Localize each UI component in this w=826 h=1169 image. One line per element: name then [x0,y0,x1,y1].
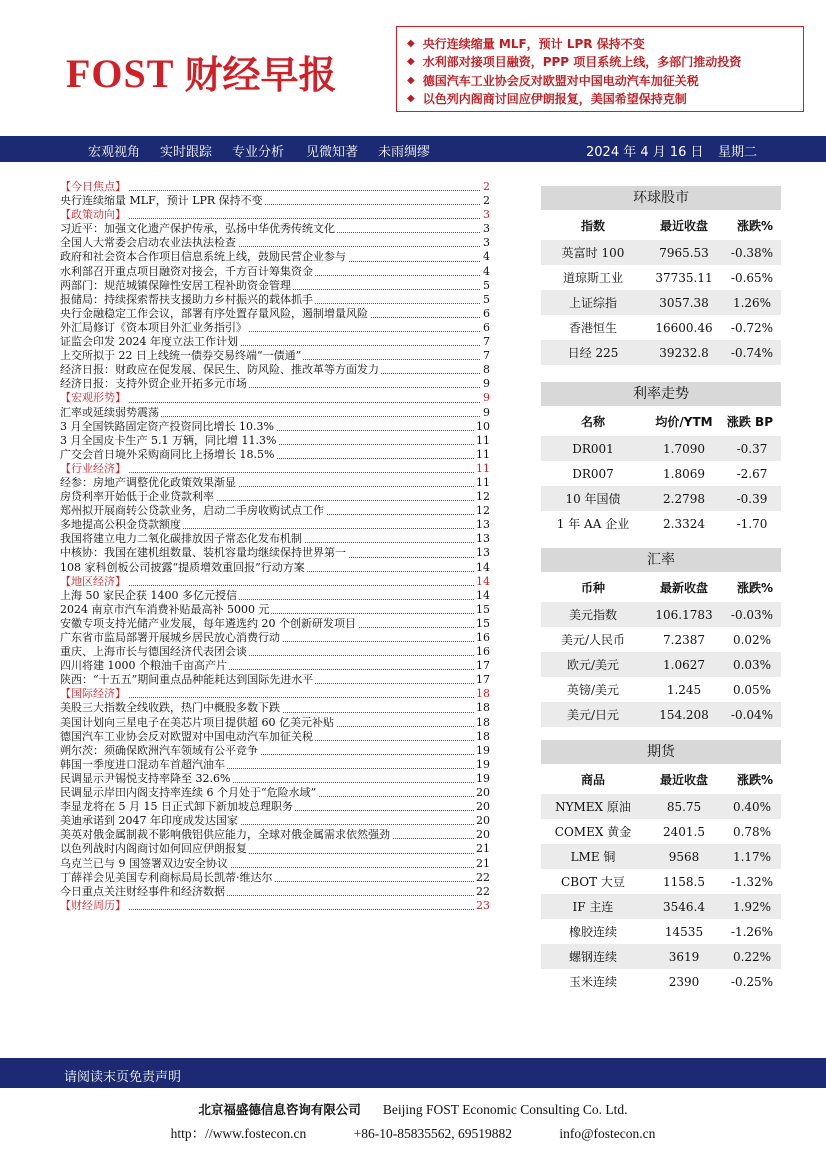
row-change: -1.26% [730,924,774,939]
toc-title: 【地区经济】 [60,574,126,588]
toc-title: 政府和社会资本合作项目信息系统上线，鼓励民营企业参与 [60,250,346,264]
toc-entry[interactable] [60,236,490,250]
row-name: CBOT 大豆 [561,875,625,889]
toc-entry[interactable] [60,645,490,659]
table-row [541,894,781,919]
row-change: 0.78% [732,824,772,839]
toc-title: 水利部召开重点项目融资对接会，千方百计筹集资金 [60,264,313,278]
top-nav-bar [0,136,826,162]
toc-entry[interactable] [60,546,490,560]
toc-title: 央行连续缩量 MLF，预计 LPR 保持不变 [60,194,263,208]
toc-title: 丁薛祥会见美国专利商标局局长凯蒂·维达尔 [60,870,273,884]
row-value: 2390 [668,974,700,989]
toc-entry[interactable] [60,885,490,899]
toc-title: 中核协：我国在建机组数量、装机容量均继续保持世界第一 [60,546,346,560]
headline-item: ◆ 央行连续缩量 MLF，预计 LPR 保持不变 [407,36,645,51]
row-name: 玉米连续 [568,975,617,989]
row-name: 螺钢连续 [568,950,617,964]
toc-entry[interactable] [60,377,490,391]
toc-title: 韩国一季度进口混动车首超汽油车 [60,757,225,771]
toc-entry[interactable] [60,518,490,532]
toc-page: 13 [476,546,490,560]
header-value: 最近收盘 [659,218,708,233]
toc-entry[interactable] [60,828,490,842]
email-link[interactable]: info@fostecon.cn [559,1126,656,1141]
row-change: -0.03% [730,607,774,622]
header-change: 涨跌 BP [726,414,773,429]
toc-page: 17 [476,673,490,687]
toc-page: 13 [476,518,490,532]
toc-entry[interactable] [60,716,490,730]
toc-page: 5 [483,292,490,306]
toc-page: 12 [476,504,490,518]
toc-title: 美英对俄金属制裁不影响俄铝供应能力，全球对俄金属需求依然强劲 [60,828,390,842]
toc-page: 21 [476,842,490,856]
table-row [541,436,781,461]
row-value: 14535 [664,924,704,939]
table-of-contents [60,180,490,913]
table-row [541,944,781,969]
toc-section[interactable] [60,575,490,589]
table-row [541,702,781,727]
toc-title: 民调显示尹锡悦支持率降至 32.6% [60,771,231,785]
toc-title: 民调显示岸田内阁支持率连续 6 个月处于“危险水域” [60,786,317,800]
table-row [541,486,781,511]
panel-header-row [541,210,781,240]
toc-page: 3 [483,222,490,236]
row-value: 1.8069 [663,466,705,481]
toc-title: 上海 50 家民企获 1400 多亿元授信 [60,588,237,602]
logo [66,46,337,97]
toc-title: 【财经周历】 [60,898,126,912]
toc-page: 10 [476,419,490,433]
toc-title: 【行业经济】 [60,461,126,475]
toc-entry[interactable] [60,265,490,279]
toc-title: 经济日报：财政应在促发展、保民生、防风险、推改革等方面发力 [60,363,379,377]
toc-title: 多地提高公积金贷款额度 [60,518,181,532]
toc-entry[interactable] [60,476,490,490]
toc-entry[interactable] [60,673,490,687]
headline-box [396,26,804,112]
panel-title: 利率走势 [541,382,781,406]
row-name: 美元/人民币 [560,633,626,647]
table-row [541,511,781,536]
table-row [541,819,781,844]
row-name: 橡胶连续 [568,925,617,939]
toc-entry[interactable] [60,617,490,631]
row-value: 1.7090 [663,441,705,456]
toc-title: 3 月全国铁路固定资产投资同比增长 10.3% [60,419,274,433]
toc-page: 11 [476,475,490,489]
toc-title: 陕西：“十五五”期间重点品种能耗达到国际先进水平 [60,673,314,687]
diamond-icon: ◆ [407,93,415,105]
nav-item-analysis: 专业分析 [232,145,285,160]
headline-item: ◆ 水利部对接项目融资，PPP 项目系统上线，多部门推动投资 [407,55,742,70]
toc-section[interactable] [60,899,490,913]
toc-page: 11 [476,447,490,461]
row-value: 3619 [668,949,700,964]
toc-title: 经参：房地产调整优化政策效果渐显 [60,475,236,489]
interest-rates-panel [541,382,781,536]
row-change: -0.65% [730,270,774,285]
row-value: 2.2798 [663,491,705,506]
panel-title: 期货 [541,740,781,764]
panel-header-row [541,764,781,794]
row-change: -1.32% [730,874,774,889]
toc-title: 美国计划向三星电子在美芯片项目提供超 60 亿美元补贴 [60,715,334,729]
row-value: 2401.5 [663,824,705,839]
row-name: 道琼斯工业 [562,271,623,285]
toc-page: 9 [483,377,490,391]
header-name: 指数 [580,218,605,233]
toc-section[interactable] [60,687,490,701]
toc-page: 23 [476,898,490,912]
fx-panel [541,548,781,727]
toc-page: 8 [483,363,490,377]
row-name: 日经 225 [567,346,619,360]
toc-title: 习近平：加强文化遗产保护传承，弘扬中华优秀传统文化 [60,222,335,236]
toc-entry[interactable] [60,589,490,603]
toc-entry[interactable] [60,321,490,335]
toc-page: 9 [483,405,490,419]
toc-page: 6 [483,320,490,334]
toc-title: 我国将建立电力二氧化碳排放因子常态化发布机制 [60,532,302,546]
toc-entry[interactable] [60,293,490,307]
header-value: 最新收盘 [659,580,708,595]
nav-item-macro: 宏观视角 [88,145,141,160]
toc-entry[interactable] [60,349,490,363]
toc-page: 19 [476,771,490,785]
issue-date: 2024 年 4 月 16 日 [586,145,704,160]
toc-entry[interactable] [60,701,490,715]
toc-title: 证监会印发 2024 年度立法工作计划 [60,335,238,349]
toc-page: 7 [483,335,490,349]
row-name: COMEX 黄金 [554,825,632,839]
toc-entry[interactable] [60,871,490,885]
headline-item: ◆ 以色列内阁商讨回应伊朗报复，美国希望保持克制 [407,92,687,107]
diamond-icon: ◆ [407,74,415,86]
table-row [541,919,781,944]
row-change: -0.39 [736,491,768,506]
toc-page: 20 [476,800,490,814]
header-value: 最近收盘 [659,772,708,787]
toc-page: 18 [476,715,490,729]
toc-title: 2024 南京市汽车消费补贴最高补 5000 元 [60,602,270,616]
toc-entry[interactable] [60,434,490,448]
table-row [541,461,781,486]
row-change: 0.03% [732,657,772,672]
row-change: -0.74% [730,345,774,360]
header-name: 商品 [580,772,605,787]
row-value: 7965.53 [659,245,709,260]
row-change: 0.40% [732,799,772,814]
toc-entry[interactable] [60,406,490,420]
toc-page: 19 [476,757,490,771]
table-row [541,844,781,869]
row-name: 美元指数 [568,608,617,622]
row-value: 37735.11 [655,270,713,285]
toc-page: 13 [476,532,490,546]
toc-page: 16 [476,631,490,644]
toc-page: 11 [476,433,490,447]
toc-section[interactable] [60,391,490,405]
header-change: 涨跌% [736,580,773,595]
row-change: 1.92% [732,899,772,914]
row-change: -0.25% [730,974,774,989]
toc-entry[interactable] [60,786,490,800]
toc-title: 朔尔茨：须确保欧洲汽车领域有公平竞争 [60,743,258,757]
toc-entry[interactable] [60,194,490,208]
row-name: 英镑/美元 [566,683,620,697]
toc-entry[interactable] [60,335,490,349]
toc-page: 12 [476,490,490,504]
toc-title: 重庆、上海市长与德国经济代表团会谈 [60,645,247,659]
toc-title: 央行金融稳定工作会议，部署有序处置存量风险，遏制增量风险 [60,306,368,320]
toc-page: 2 [483,180,490,193]
toc-title: 【政策动向】 [60,208,126,222]
toc-title: 李显龙将在 5 月 15 日正式卸下新加坡总理职务 [60,800,293,814]
toc-title: 全国人大常委会启动农业法执法检查 [60,236,236,250]
toc-page: 18 [476,687,490,701]
toc-entry[interactable] [60,448,490,462]
toc-page: 3 [483,208,490,222]
row-value: 106.1783 [655,607,713,622]
toc-entry[interactable] [60,363,490,377]
nav-item-insight: 见微知著 [306,145,359,160]
row-value: 2.3324 [663,516,705,531]
row-name: 1 年 AA 企业 [556,517,630,531]
row-change: -2.67 [736,466,768,481]
table-row [541,627,781,652]
nav-item-foresight: 未雨绸缪 [378,145,431,160]
logo-latin: FOST [66,51,175,96]
toc-page: 17 [476,659,490,673]
panel-title: 汇率 [541,548,781,572]
toc-title: 报储局：持续探索帮扶支援助力乡村振兴的载体抓手 [60,292,313,306]
toc-page: 14 [476,574,490,588]
row-change: 1.17% [732,849,772,864]
table-row [541,290,781,315]
disclaimer-bar [0,1058,826,1088]
toc-entry[interactable] [60,532,490,546]
row-value: 85.75 [666,799,702,814]
toc-title: 经济日报：支持外贸企业开拓多元市场 [60,377,247,391]
header-name: 币种 [580,580,605,595]
row-name: DR001 [572,441,614,456]
row-name: 欧元/美元 [566,658,620,672]
row-value: 3057.38 [659,295,709,310]
toc-entry[interactable] [60,279,490,293]
toc-page: 20 [476,828,490,842]
toc-title: 房贷利率开始低于企业贷款利率 [60,490,214,504]
toc-section[interactable] [60,462,490,476]
table-row [541,602,781,627]
toc-entry[interactable] [60,490,490,504]
table-row [541,677,781,702]
toc-title: 上交所拟于 22 日上线统一债券交易终端“一债通” [60,349,302,363]
panel-header-row [541,406,781,436]
toc-entry[interactable] [60,659,490,673]
toc-page: 14 [476,588,490,602]
company-name-en: Beijing FOST Economic Consulting Co. Ltd. [382,1102,628,1117]
row-value: 1.245 [666,682,702,697]
phone-number: +86-10-85835562, 69519882 [353,1126,512,1141]
toc-title: 汇率或延续弱势震荡 [60,405,159,419]
toc-title: 乌克兰已与 9 国签署双边安全协议 [60,856,228,870]
row-value: 39232.8 [659,345,709,360]
table-row [541,969,781,994]
toc-entry[interactable] [60,842,490,856]
table-row [541,240,781,265]
row-value: 3546.4 [663,899,705,914]
row-change: -0.04% [730,707,774,722]
toc-page: 5 [483,278,490,292]
toc-entry[interactable] [60,307,490,321]
toc-page: 9 [483,391,490,405]
toc-page: 20 [476,814,490,828]
toc-section[interactable] [60,208,490,222]
toc-entry[interactable] [60,222,490,236]
panel-title: 环球股市 [541,186,781,210]
toc-title: 外汇局修订《资本项目外汇业务指引》 [60,320,247,334]
row-change: 0.22% [732,949,772,964]
toc-title: 安徽专项支持光储产业发展，每年遴选约 20 个创新研发项目 [60,616,356,630]
toc-title: 两部门：规范城镇保障性安居工程补助资金管理 [60,278,291,292]
row-name: NYMEX 原油 [555,800,631,814]
toc-entry[interactable] [60,857,490,871]
header-change: 涨跌% [736,772,773,787]
header-name: 名称 [580,414,605,429]
toc-page: 18 [476,729,490,743]
logo-chinese: 财经早报 [184,53,337,97]
row-change: 1.26% [732,295,772,310]
diamond-icon: ◆ [407,37,415,49]
toc-title: 郑州拟开展商转公贷款业务，启动二手房收购试点工作 [60,504,324,518]
toc-title: 美迪承诺到 2047 年印度成发达国家 [60,814,238,828]
toc-section[interactable] [60,180,490,194]
row-name: DR007 [572,466,614,481]
toc-entry[interactable] [60,250,490,264]
row-change: 0.05% [732,682,772,697]
toc-page: 20 [476,786,490,800]
toc-entry[interactable] [60,800,490,814]
row-value: 154.208 [659,707,709,722]
toc-title: 美股三大指数全线收跌，热门中概股多数下跌 [60,701,280,715]
toc-page: 15 [476,616,490,630]
toc-page: 3 [483,236,490,250]
row-value: 1158.5 [663,874,705,889]
table-row [541,869,781,894]
toc-title: 【国际经济】 [60,687,126,701]
table-row [541,265,781,290]
toc-page: 2 [483,194,490,208]
toc-page: 16 [476,645,490,659]
row-value: 1.0627 [663,657,705,672]
toc-entry[interactable] [60,631,490,645]
toc-entry[interactable] [60,420,490,434]
toc-page: 14 [476,560,490,574]
futures-panel [541,740,781,994]
row-change: -0.37 [736,441,768,456]
toc-page: 4 [483,250,490,264]
toc-title: 3 月全国皮卡生产 5.1 万辆，同比增 11.3% [60,433,277,447]
toc-title: 广交会首日境外采购商同比上扬增长 18.5% [60,447,275,461]
row-name: LME 铜 [570,850,616,864]
contact-line [0,1122,826,1142]
toc-entry[interactable] [60,772,490,786]
toc-page: 18 [476,701,490,715]
toc-page: 7 [483,349,490,363]
toc-title: 今日重点关注财经事件和经济数据 [60,884,225,898]
toc-entry[interactable] [60,758,490,772]
header-value: 均价/YTM [655,414,713,429]
header-change: 涨跌% [736,218,773,233]
row-name: 英富时 100 [561,246,625,260]
toc-entry[interactable] [60,561,490,575]
nav-item-realtime: 实时跟踪 [160,145,213,160]
toc-page: 11 [476,461,490,475]
company-line [0,1100,826,1118]
row-change: -0.72% [730,320,774,335]
toc-title: 广东省市监局部署开展城乡居民放心消费行动 [60,631,280,644]
issue-weekday: 星期二 [718,145,758,160]
row-change: -0.38% [730,245,774,260]
global-stocks-panel [541,186,781,365]
toc-title: 德国汽车工业协会反对欧盟对中国电动汽车加征关税 [60,729,313,743]
row-change: -1.70 [736,516,768,531]
toc-title: 【今日焦点】 [60,180,126,193]
row-name: 上证综指 [568,296,617,310]
table-row [541,794,781,819]
toc-page: 15 [476,602,490,616]
toc-page: 22 [476,870,490,884]
row-name: 10 年国债 [565,492,621,506]
toc-page: 19 [476,743,490,757]
toc-entry[interactable] [60,730,490,744]
toc-title: 【宏观形势】 [60,391,126,405]
toc-page: 4 [483,264,490,278]
toc-entry[interactable] [60,814,490,828]
row-value: 9568 [668,849,700,864]
row-name: 香港恒生 [568,321,617,335]
row-name: 美元/日元 [566,708,620,722]
table-row [541,652,781,677]
row-value: 7.2387 [663,632,705,647]
table-row [541,315,781,340]
row-change: 0.02% [732,632,772,647]
toc-page: 22 [476,884,490,898]
company-name-cn: 北京福盛德信息咨询有限公司 [198,1102,361,1117]
toc-title: 108 家科创板公司披露“提质增效重回报”行动方案 [60,560,305,574]
panel-header-row [541,572,781,602]
diamond-icon: ◆ [407,56,415,68]
toc-page: 21 [476,856,490,870]
toc-title: 以色列战时内阁商讨如何回应伊朗报复 [60,842,247,856]
toc-entry[interactable] [60,603,490,617]
row-name: IF 主连 [572,900,614,914]
row-value: 16600.46 [655,320,713,335]
toc-entry[interactable] [60,744,490,758]
disclaimer-link[interactable]: 请阅读末页免责声明 [64,1070,182,1085]
toc-entry[interactable] [60,504,490,518]
headline-item: ◆ 德国汽车工业协会反对欧盟对中国电动汽车加征关税 [407,73,699,88]
table-row [541,340,781,365]
toc-title: 四川将建 1000 个粮油千亩高产片 [60,659,227,673]
website-link[interactable]: http：//www.fostecon.cn [170,1126,307,1141]
toc-page: 6 [483,306,490,320]
